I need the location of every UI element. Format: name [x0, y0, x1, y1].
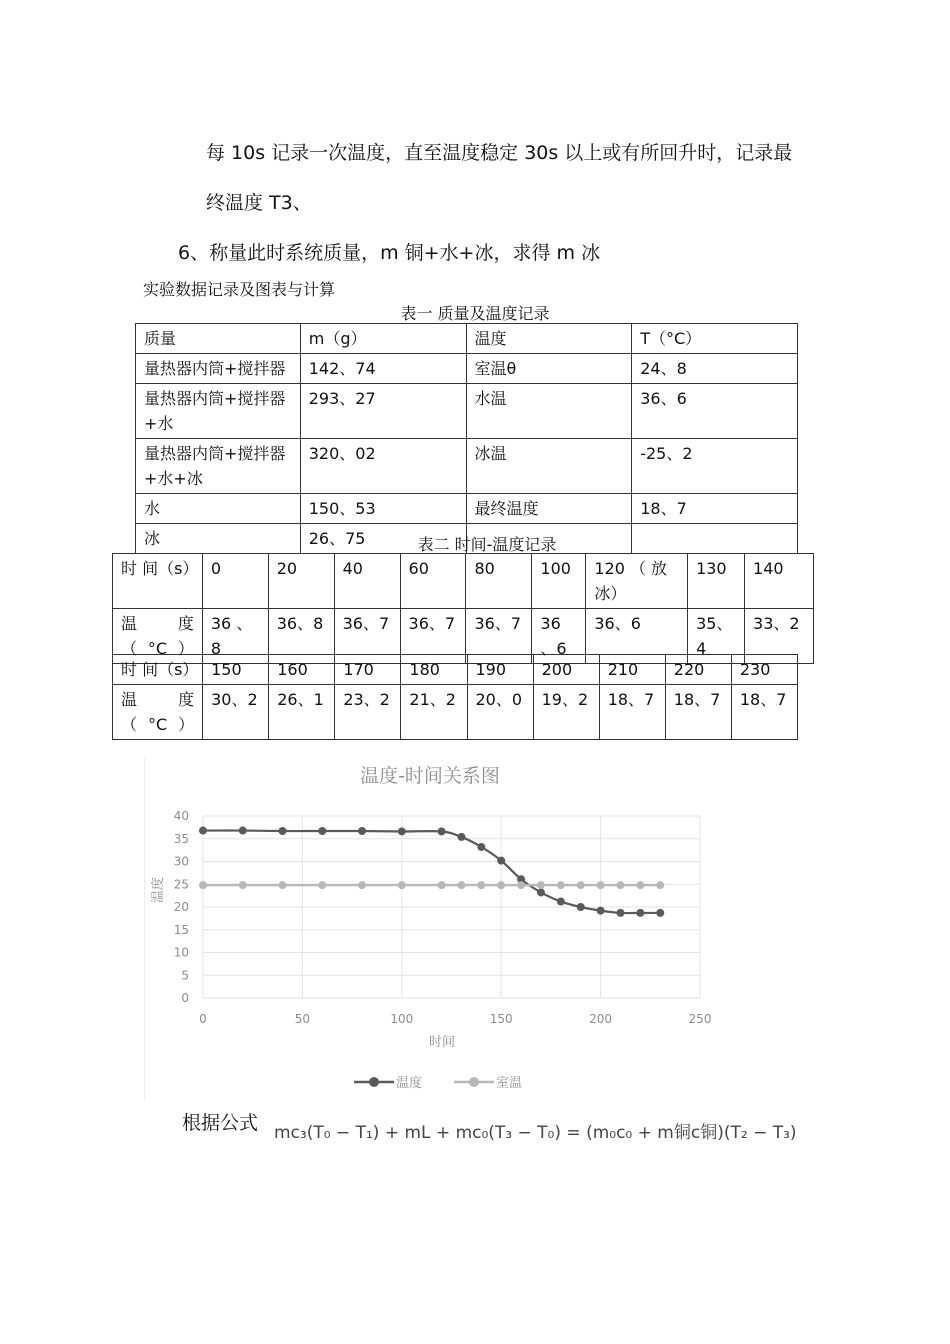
table-cell: 水温 — [466, 384, 632, 439]
data-point — [477, 843, 485, 851]
temperature-time-chart — [144, 758, 734, 1103]
table-cell: 140 — [745, 554, 814, 609]
table-row — [136, 494, 798, 524]
x-axis-label: 时间 — [428, 1035, 456, 1050]
temp-label-cell: 温 度（°C） — [113, 685, 203, 740]
step-6-text: 6、称量此时系统质量，m 铜+水+冰，求得 m 冰 — [178, 242, 601, 264]
data-point — [577, 903, 585, 911]
table-header-row — [136, 324, 798, 354]
temp-label-cell: 温 度（°C） — [113, 609, 203, 664]
data-point — [477, 881, 485, 889]
x-tick-label: 50 — [294, 1012, 311, 1026]
paragraph-line-1: 每 10s 记录一次温度，直至温度稳定 30s 以上或有所回升时，记录最 — [206, 142, 793, 164]
y-tick-label: 20 — [173, 900, 189, 914]
data-point — [279, 881, 287, 889]
table-cell: 36 、8 — [202, 609, 268, 664]
data-point — [199, 881, 207, 889]
table-cell: 190 — [467, 655, 533, 685]
chart-grid — [203, 816, 700, 998]
x-tick-label: 200 — [589, 1012, 613, 1026]
time-label-cell: 时 间（s） — [113, 655, 203, 685]
table-row — [136, 384, 798, 439]
table-cell: 18、7 — [632, 494, 798, 524]
x-tick-label: 0 — [199, 1012, 207, 1026]
table-cell: 18、7 — [665, 685, 731, 740]
data-point — [497, 881, 505, 889]
table-cell: 26、75 — [300, 524, 466, 554]
chart-series — [199, 827, 664, 917]
table-cell: 水 — [136, 494, 301, 524]
time-label-cell: 时 间（s） — [113, 554, 203, 609]
data-point — [239, 881, 247, 889]
table-cell: 320、02 — [300, 439, 466, 494]
table-cell: 35、4 — [688, 609, 745, 664]
data-point — [537, 881, 545, 889]
chart-legend — [354, 1075, 522, 1091]
formula-equals: = — [566, 1123, 587, 1143]
table-cell: 150 — [203, 655, 269, 685]
table-cell: 230 — [731, 655, 797, 685]
table-cell: 量热器内筒+搅拌器+水+冰 — [136, 439, 301, 494]
table-cell: 室温θ — [466, 354, 632, 384]
y-tick-label: 35 — [173, 831, 189, 846]
data-point — [537, 888, 545, 896]
data-point — [557, 881, 565, 889]
table-cell: 19、2 — [533, 685, 599, 740]
paragraph-line-2: 终温度 T3、 — [206, 192, 312, 214]
table-cell: 最终温度 — [466, 494, 632, 524]
legend-label-0: 温度 — [396, 1076, 423, 1091]
data-point — [438, 827, 446, 835]
data-point — [457, 833, 465, 841]
table-cell: -25、2 — [632, 439, 798, 494]
data-point — [597, 881, 605, 889]
y-tick-label: 5 — [181, 968, 189, 983]
data-point — [239, 827, 247, 835]
table-cell: 180 — [401, 655, 467, 685]
table-cell: 21、2 — [401, 685, 467, 740]
data-point — [457, 881, 465, 889]
data-point — [497, 857, 505, 865]
table-cell: 150、53 — [300, 494, 466, 524]
table-cell: 293、27 — [300, 384, 466, 439]
table-cell: 18、7 — [599, 685, 665, 740]
y-axis-label: 温度 — [151, 876, 166, 904]
table-row — [113, 554, 814, 609]
table-cell: 80 — [466, 554, 532, 609]
time-temperature-table-part2 — [112, 654, 798, 740]
table-row — [136, 354, 798, 384]
table-cell: 0 — [202, 554, 268, 609]
table-row — [113, 655, 798, 685]
formula — [274, 1118, 797, 1143]
time-temperature-table-part1 — [112, 553, 814, 664]
table-cell: 36、7 — [400, 609, 466, 664]
table-cell: 36、6 — [586, 609, 688, 664]
table-cell: 30、2 — [203, 685, 269, 740]
table-cell: 130 — [688, 554, 745, 609]
table-cell: 220 — [665, 655, 731, 685]
header-cell: 温度 — [466, 324, 632, 354]
table-row — [136, 439, 798, 494]
data-point — [616, 909, 624, 917]
legend-swatch-marker-1 — [469, 1077, 479, 1087]
data-point — [358, 881, 366, 889]
data-point — [577, 881, 585, 889]
table-cell: 170 — [335, 655, 401, 685]
table-cell: 26、1 — [269, 685, 335, 740]
table-cell: 120 （ 放冰） — [586, 554, 688, 609]
data-point — [438, 881, 446, 889]
table-cell: 60 — [400, 554, 466, 609]
data-point — [398, 827, 406, 835]
y-tick-label: 15 — [173, 922, 189, 937]
formula-rhs: (m₀c₀ + m铜c铜)(T₂ − T₃) — [586, 1123, 797, 1143]
table-cell: 33、2 — [745, 609, 814, 664]
legend-label-1: 室温 — [496, 1076, 523, 1091]
data-point — [358, 827, 366, 835]
table-cell: 142、74 — [300, 354, 466, 384]
table-cell: 200 — [533, 655, 599, 685]
table-cell: 36、7 — [334, 609, 400, 664]
table-cell: 36、8 — [268, 609, 334, 664]
data-point — [557, 898, 565, 906]
data-point — [279, 827, 287, 835]
table-cell: 18、7 — [731, 685, 797, 740]
table-cell: 100 — [532, 554, 586, 609]
table-cell: 冰 — [136, 524, 301, 554]
data-point — [398, 881, 406, 889]
data-point — [656, 881, 664, 889]
series-line-0 — [203, 831, 660, 914]
data-point — [597, 907, 605, 915]
formula-lhs: mc₃(T₀ − T₁) + mL + mc₀(T₃ − T₀) — [274, 1123, 562, 1143]
table-row — [113, 685, 798, 740]
data-point — [616, 881, 624, 889]
header-cell: m（g） — [300, 324, 466, 354]
table-cell: 160 — [269, 655, 335, 685]
legend-swatch-marker-0 — [369, 1077, 379, 1087]
data-point — [636, 881, 644, 889]
table-cell: 36、7 — [466, 609, 532, 664]
table1-caption: 表一 质量及温度记录 — [400, 304, 550, 323]
y-tick-label: 10 — [173, 945, 189, 960]
table-cell: 量热器内筒+搅拌器 — [136, 354, 301, 384]
data-point — [318, 827, 326, 835]
table-cell: 24、8 — [632, 354, 798, 384]
table-cell: 20、0 — [467, 685, 533, 740]
table-cell: 210 — [599, 655, 665, 685]
table-cell: 23、2 — [335, 685, 401, 740]
data-point — [636, 909, 644, 917]
chart-ticks — [174, 809, 712, 1026]
table-cell: 冰温 — [466, 439, 632, 494]
table-cell: 40 — [334, 554, 400, 609]
data-point — [656, 909, 664, 917]
x-tick-label: 100 — [390, 1012, 414, 1026]
data-point — [199, 827, 207, 835]
table-cell: 36、6 — [632, 384, 798, 439]
header-cell: 质量 — [136, 324, 301, 354]
y-tick-label: 25 — [173, 877, 189, 892]
formula-label: 根据公式 — [182, 1112, 259, 1134]
y-tick-label: 30 — [173, 854, 189, 869]
chart-title: 温度-时间关系图 — [360, 765, 500, 787]
y-tick-label: 0 — [181, 991, 189, 1005]
table-cell: 36 、6 — [532, 609, 586, 664]
x-tick-label: 250 — [688, 1012, 712, 1026]
data-point — [318, 881, 326, 889]
y-tick-label: 40 — [173, 809, 189, 823]
mass-temperature-table — [135, 323, 798, 554]
data-point — [517, 881, 525, 889]
section-heading: 实验数据记录及图表与计算 — [143, 280, 336, 299]
table-cell: 20 — [268, 554, 334, 609]
table-cell: 量热器内筒+搅拌器+水 — [136, 384, 301, 439]
table2-caption: 表二 时间-温度记录 — [417, 535, 557, 554]
x-tick-label: 150 — [489, 1012, 513, 1026]
header-cell: T（°C） — [632, 324, 798, 354]
